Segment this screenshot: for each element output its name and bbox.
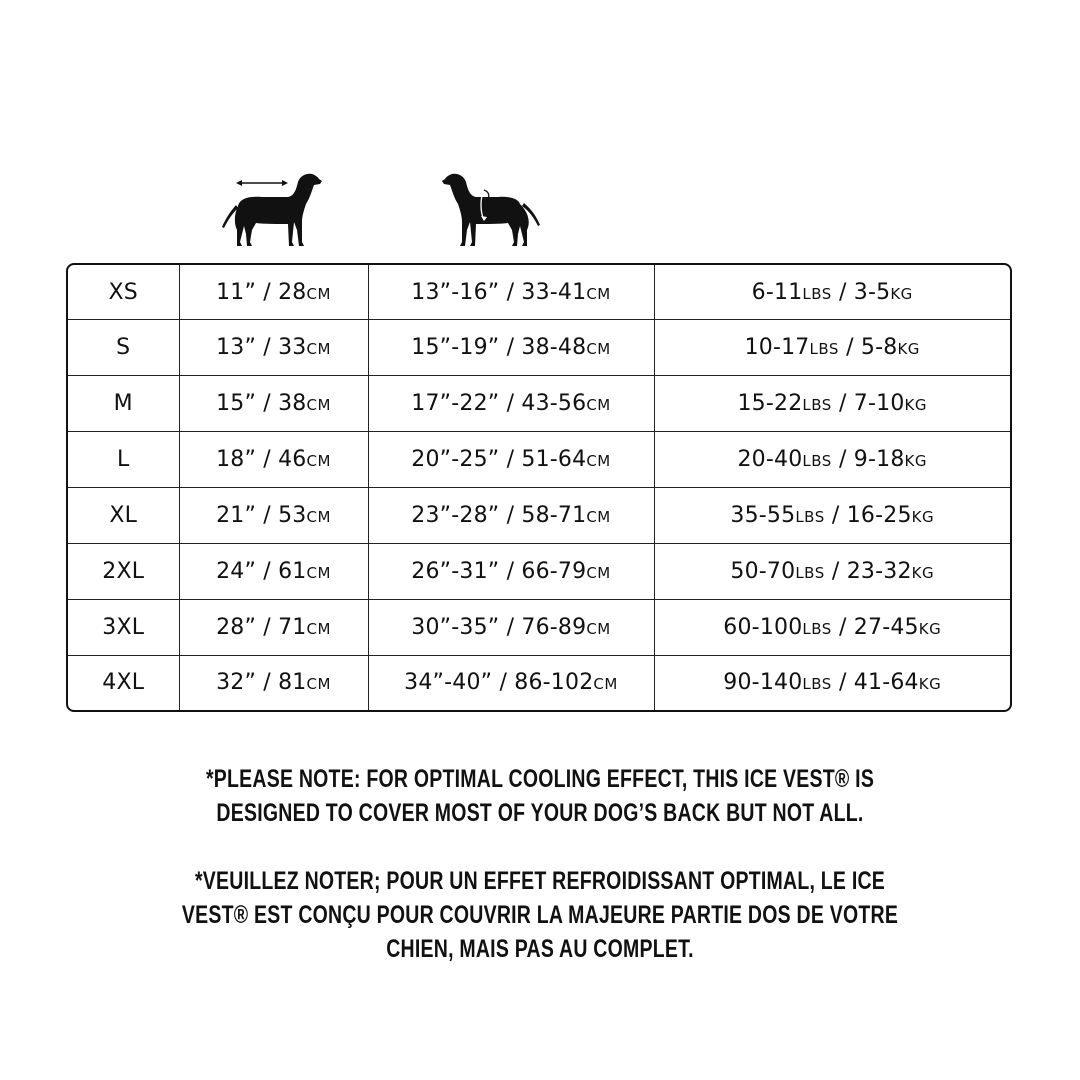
value-text: S bbox=[116, 335, 131, 361]
chest-girth-cell bbox=[368, 655, 654, 710]
note-english: *PLEASE NOTE: FOR OPTIMAL COOLING EFFECT, THIS ICE VEST® IS DESIGNED TO COVER MOST OF YOUR DOG’S BACK BUT NOT ALL. bbox=[205, 765, 875, 827]
unit-label: CM bbox=[306, 284, 331, 303]
back-length-cell bbox=[179, 599, 368, 655]
chest-girth-cell bbox=[368, 487, 654, 543]
unit-label: CM bbox=[306, 452, 331, 471]
chest-girth-cell bbox=[368, 320, 654, 376]
unit-label: CM bbox=[306, 675, 331, 694]
value-text: 18” / 46 bbox=[216, 447, 307, 473]
unit-label: LBS bbox=[802, 284, 832, 303]
unit-label: LBS bbox=[795, 563, 825, 582]
value-text: 24” / 61 bbox=[216, 558, 307, 584]
unit-label: KG bbox=[918, 675, 942, 694]
weight-cell bbox=[654, 265, 1010, 320]
value-text: 11” / 28 bbox=[216, 279, 307, 305]
unit-label: KG bbox=[911, 563, 935, 582]
back-length-cell bbox=[179, 320, 368, 376]
care-notes bbox=[166, 762, 915, 966]
chest-girth-cell bbox=[368, 543, 654, 599]
unit-label: LBS bbox=[809, 340, 839, 359]
unit-label: LBS bbox=[802, 452, 832, 471]
value-text: 13” / 33 bbox=[216, 335, 307, 361]
value-text: / 3-5 bbox=[831, 279, 891, 305]
unit-label: KG bbox=[911, 507, 935, 526]
weight-cell bbox=[654, 487, 1010, 543]
value-text: / 23-32 bbox=[824, 558, 912, 584]
unit-label: CM bbox=[586, 396, 611, 415]
size-cell bbox=[68, 320, 179, 376]
unit-label: CM bbox=[306, 507, 331, 526]
size-cell bbox=[68, 599, 179, 655]
back-length-cell bbox=[179, 543, 368, 599]
unit-label: CM bbox=[586, 507, 611, 526]
dog-chest-girth-icon bbox=[440, 168, 544, 252]
value-text: 20-40 bbox=[737, 447, 803, 473]
value-text: M bbox=[113, 391, 133, 417]
unit-label: CM bbox=[586, 452, 611, 471]
weight-cell bbox=[654, 599, 1010, 655]
unit-label: CM bbox=[306, 563, 331, 582]
value-text: / 16-25 bbox=[824, 502, 912, 528]
unit-label: LBS bbox=[802, 675, 832, 694]
value-text: 35-55 bbox=[730, 502, 796, 528]
size-chart-table bbox=[66, 263, 1012, 712]
unit-label: LBS bbox=[802, 396, 832, 415]
value-text: 15” / 38 bbox=[216, 391, 307, 417]
size-cell bbox=[68, 543, 179, 599]
unit-label: CM bbox=[306, 396, 331, 415]
value-text: 6-11 bbox=[751, 279, 803, 305]
table-row bbox=[68, 265, 1010, 320]
value-text: 32” / 81 bbox=[216, 670, 307, 696]
unit-label: LBS bbox=[802, 619, 832, 638]
value-text: 13”-16” / 33-41 bbox=[411, 279, 587, 305]
chest-girth-cell bbox=[368, 432, 654, 488]
table-row bbox=[68, 376, 1010, 432]
value-text: 28” / 71 bbox=[216, 614, 307, 640]
back-length-cell bbox=[179, 376, 368, 432]
table-row bbox=[68, 599, 1010, 655]
value-text: / 7-10 bbox=[831, 391, 905, 417]
table-row bbox=[68, 320, 1010, 376]
value-text: 30”-35” / 76-89 bbox=[411, 614, 587, 640]
value-text: XS bbox=[108, 279, 138, 305]
value-text: 2XL bbox=[102, 558, 145, 584]
unit-label: KG bbox=[904, 396, 928, 415]
weight-cell bbox=[654, 655, 1010, 710]
size-cell bbox=[68, 432, 179, 488]
back-length-cell bbox=[179, 487, 368, 543]
value-text: 21” / 53 bbox=[216, 502, 307, 528]
value-text: 34”-40” / 86-102 bbox=[404, 670, 594, 696]
back-length-cell bbox=[179, 265, 368, 320]
note-french: *VEUILLEZ NOTER; POUR UN EFFET REFROIDISSANT OPTIMAL, LE ICE VEST® EST CONÇU POUR COUVRIR LA MAJEURE PARTIE DOS DE VOTRE CHIEN, MAIS PAS AU COMPLET. bbox=[181, 867, 899, 963]
chest-girth-cell bbox=[368, 599, 654, 655]
value-text: 60-100 bbox=[723, 614, 803, 640]
value-text: 20”-25” / 51-64 bbox=[411, 447, 587, 473]
value-text: 90-140 bbox=[723, 670, 803, 696]
unit-label: LBS bbox=[795, 507, 825, 526]
table-row bbox=[68, 487, 1010, 543]
back-length-cell bbox=[179, 655, 368, 710]
unit-label: CM bbox=[586, 619, 611, 638]
size-cell bbox=[68, 376, 179, 432]
unit-label: CM bbox=[586, 563, 611, 582]
value-text: / 27-45 bbox=[831, 614, 919, 640]
value-text: 15”-19” / 38-48 bbox=[411, 335, 587, 361]
unit-label: CM bbox=[586, 340, 611, 359]
unit-label: KG bbox=[890, 284, 913, 303]
unit-label: KG bbox=[904, 452, 928, 471]
value-text: / 5-8 bbox=[838, 335, 898, 361]
dog-back-length-icon bbox=[218, 168, 324, 252]
chest-girth-cell bbox=[368, 265, 654, 320]
table-row bbox=[68, 543, 1010, 599]
size-cell bbox=[68, 487, 179, 543]
back-length-cell bbox=[179, 432, 368, 488]
unit-label: CM bbox=[586, 284, 611, 303]
weight-cell bbox=[654, 432, 1010, 488]
weight-cell bbox=[654, 543, 1010, 599]
value-text: 17”-22” / 43-56 bbox=[411, 391, 587, 417]
value-text: / 41-64 bbox=[831, 670, 919, 696]
value-text: 23”-28” / 58-71 bbox=[411, 502, 587, 528]
value-text: XL bbox=[109, 502, 138, 528]
value-text: / 9-18 bbox=[831, 447, 905, 473]
chest-girth-cell bbox=[368, 376, 654, 432]
value-text: 10-17 bbox=[744, 335, 810, 361]
unit-label: CM bbox=[306, 619, 331, 638]
value-text: 3XL bbox=[102, 614, 145, 640]
unit-label: KG bbox=[918, 619, 942, 638]
value-text: 15-22 bbox=[737, 391, 803, 417]
weight-cell bbox=[654, 320, 1010, 376]
size-cell bbox=[68, 655, 179, 710]
table-row bbox=[68, 432, 1010, 488]
table-row bbox=[68, 655, 1010, 710]
value-text: 26”-31” / 66-79 bbox=[411, 558, 587, 584]
value-text: 4XL bbox=[102, 670, 145, 696]
value-text: L bbox=[117, 447, 130, 473]
unit-label: KG bbox=[897, 340, 920, 359]
value-text: 50-70 bbox=[730, 558, 796, 584]
size-cell bbox=[68, 265, 179, 320]
unit-label: CM bbox=[306, 340, 331, 359]
weight-cell bbox=[654, 376, 1010, 432]
unit-label: CM bbox=[593, 675, 618, 694]
